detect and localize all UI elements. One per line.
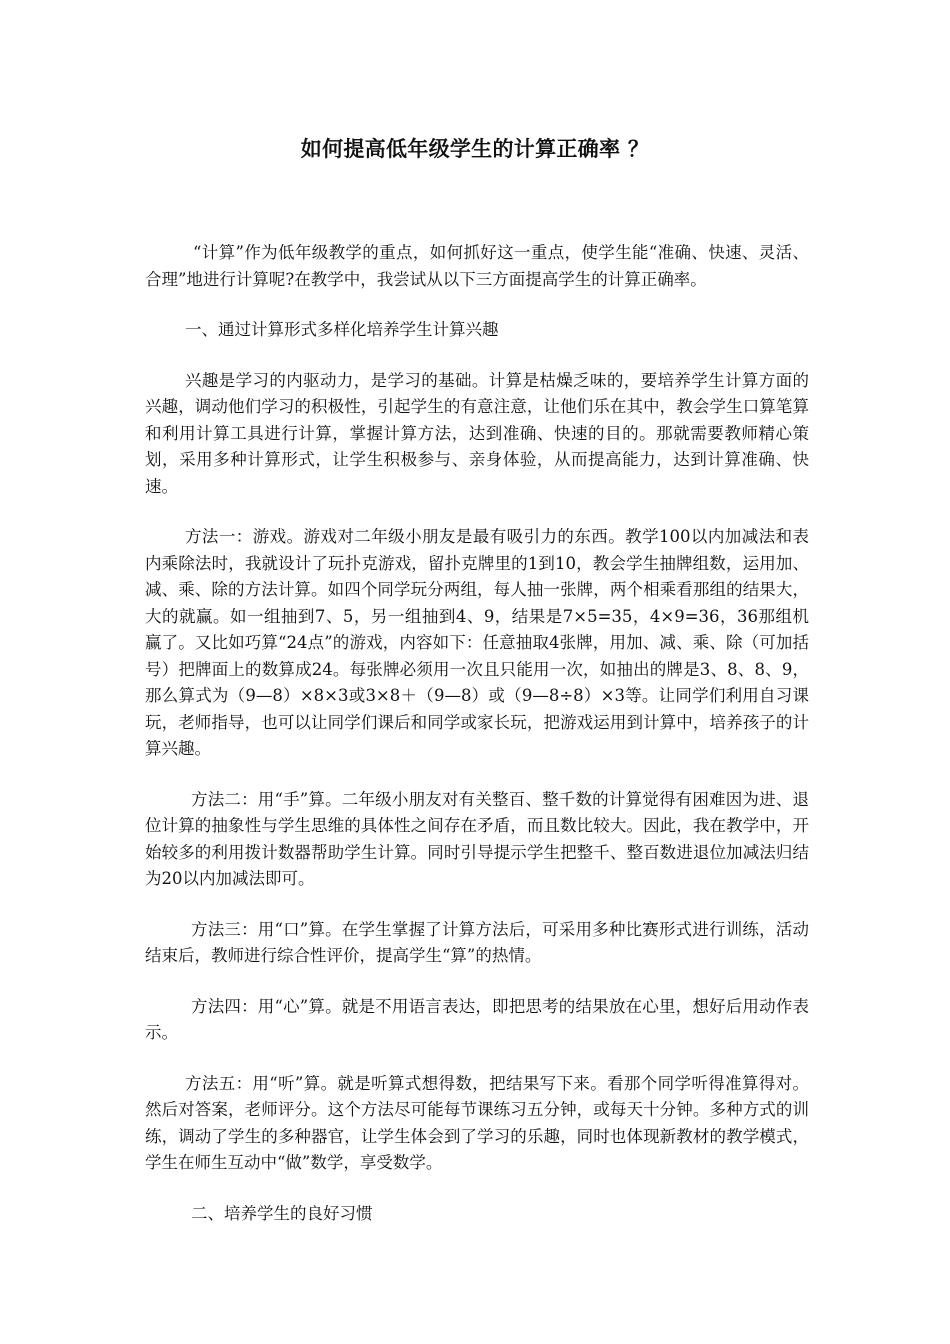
section-heading-1: 一、通过计算形式多样化培养学生计算兴趣 — [185, 320, 499, 339]
interest-paragraph: 兴趣是学习的内驱动力，是学习的基础。计算是枯燥乏味的，要培养学生计算方面的兴趣，调动他们学习的积极性，引起学生的有意注意，让他们乐在其中，教会学生口算笔算和利用计算工具进行计算，掌握计算方法，达到准确、快速的目的。那就需要教师精心策划，采用多种计算形式，让学生积极参与、亲身体验，从而提高能力，达到计算准确、快速。 — [145, 370, 809, 496]
section-heading-2: 二、培养学生的良好习惯 — [191, 1203, 373, 1223]
method-one-paragraph: 方法一：游戏。游戏对二年级小朋友是最有吸引力的东西。教学100以内加减法和表内乘除法时，我就设计了玩扑克游戏，留扑克牌里的1到10，教会学生抽牌组数，运用加、减、乘、除的方法计算。如四个同学玩分两组，每人抽一张牌，两个相乘看那组的结果大，大的就赢。如一组抽到7、5，另一组抽到4、9，结果是7×5=35，4×9=36，36那组机赢了。又比如巧算“24点”的游戏，内容如下：任意抽取4张牌，用加、减、乘、除（可加括号）把牌面上的数算成24。每张牌必须用一次且只能用一次，如抽出的牌是3、8、8、9，那么算式为（9—8）×8×3或3×8＋（9—8）或（9—8÷8）×3等。让同学们利用自习课玩，老师指导，也可以让同学们课后和同学或家长玩，把游戏运用到计算中，培养孩子的计算兴趣。 — [145, 527, 809, 758]
method-two-paragraph: 方法二：用“手”算。二年级小朋友对有关整百、整千数的计算觉得有困难因为进、退位计算的抽象性与学生思维的具体性之间存在矛盾，而且数比较大。因此，我在教学中，开始较多的利用拨计数器帮助学生计算。同时引导提示学生把整千、整百数进退位加减法归结为20以内加减法即可。 — [145, 789, 809, 888]
method-five-paragraph: 方法五：用“听”算。就是听算式想得数，把结果写下来。看那个同学听得准算得对。然后对答案，老师评分。这个方法尽可能每节课练习五分钟，或每天十分钟。多种方式的训练，调动了学生的多种器官，让学生体会到了学习的乐趣，同时也体现新教材的教学模式，学生在师生互动中“做”数学，享受数学。 — [145, 1073, 809, 1172]
method-four-paragraph: 方法四：用“心”算。就是不用语言表达，即把思考的结果放在心里，想好后用动作表示。 — [145, 996, 809, 1042]
method-three-paragraph: 方法三：用“口”算。在学生掌握了计算方法后，可采用多种比赛形式进行训练，活动结束后，教师进行综合性评价，提高学生“算”的热情。 — [145, 919, 809, 965]
intro-paragraph: “计算”作为低年级教学的重点，如何抓好这一重点，使学生能“准确、快速、灵活、合理”地进行计算呢?在教学中，我尝试从以下三方面提高学生的计算正确率。 — [145, 243, 809, 289]
document-body — [145, 240, 809, 1251]
document-title: 如何提高低年级学生的计算正确率 ？ — [300, 137, 650, 161]
